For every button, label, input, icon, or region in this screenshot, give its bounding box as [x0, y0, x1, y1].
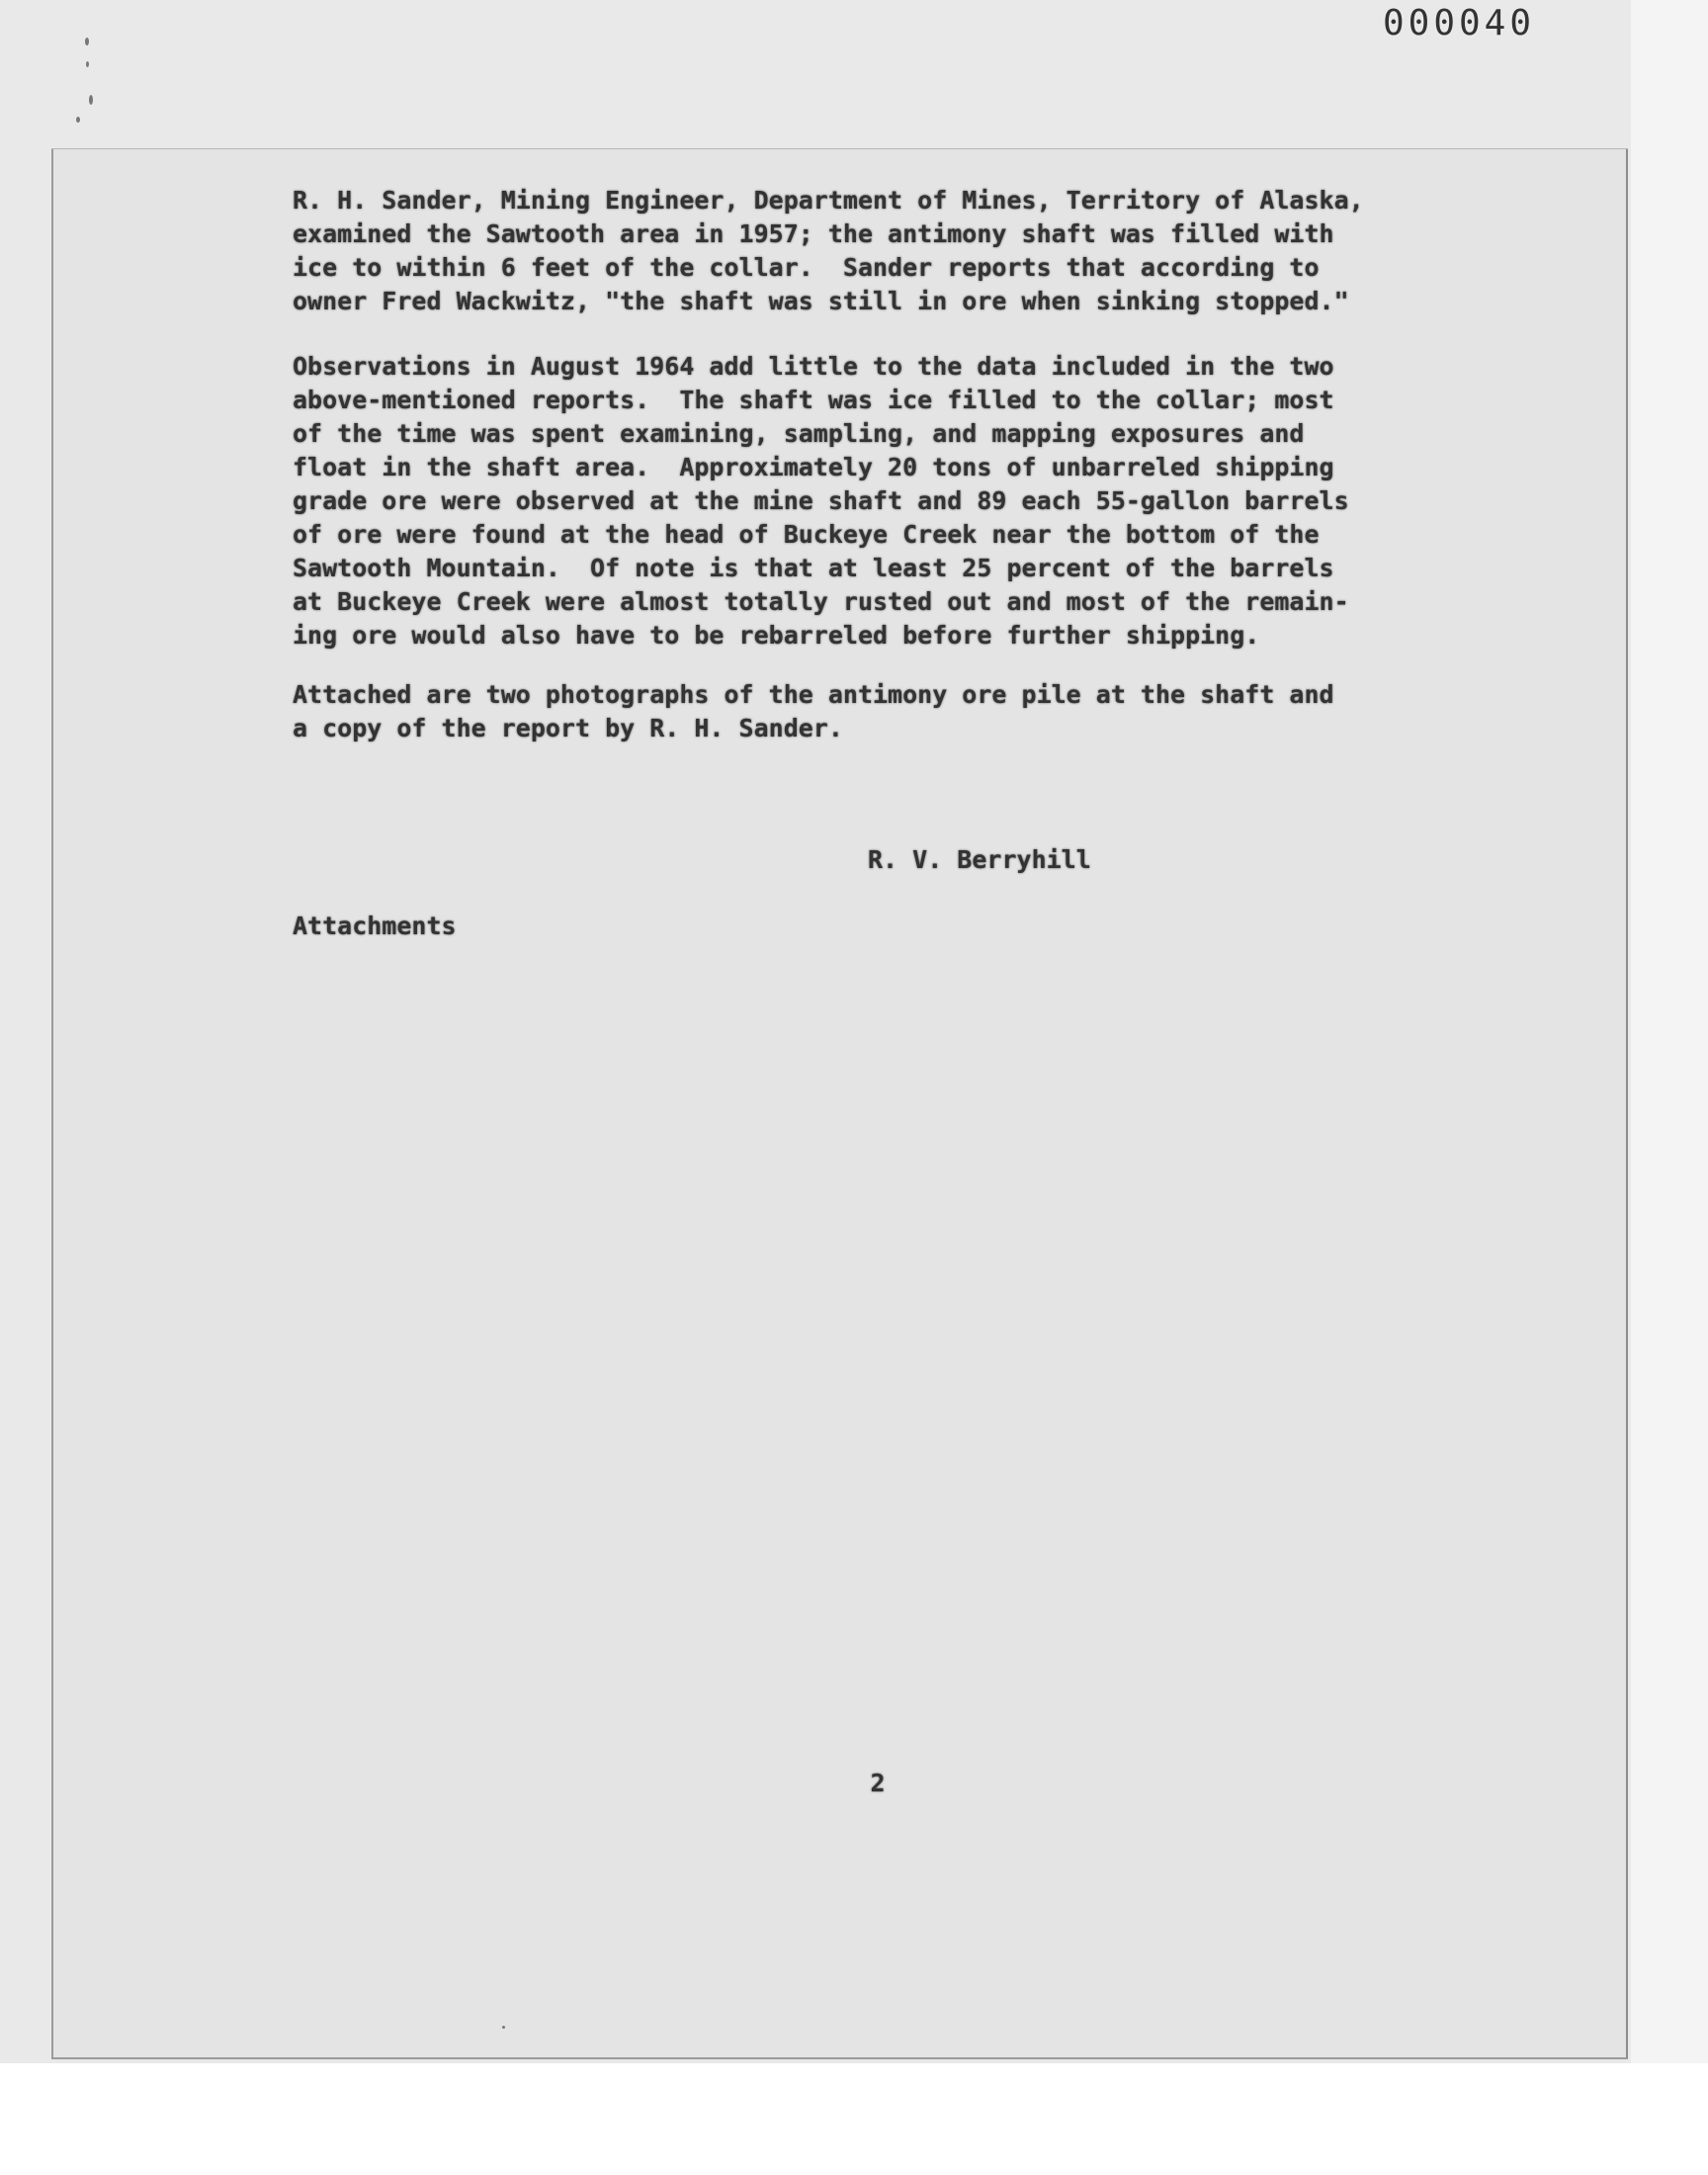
text-line: at Buckeye Creek were almost totally rusted out and most of the remain-	[293, 587, 1349, 616]
text-line: ing ore would also have to be rebarreled before further shipping.	[293, 621, 1260, 650]
text-line: owner Fred Wackwitz, "the shaft was still in ore when sinking stopped."	[293, 287, 1349, 315]
page-top-edge	[51, 148, 1628, 149]
text-line: of ore were found at the head of Buckeye Creek near the bottom of the	[293, 520, 1320, 549]
text-line: Sawtooth Mountain. Of note is that at least 25 percent of the barrels	[293, 554, 1334, 582]
text-line: Observations in August 1964 add little to the data included in the two	[293, 352, 1334, 381]
document-number: 000040	[1382, 3, 1536, 44]
text-line: above-mentioned reports. The shaft was ice filled to the collar; most	[293, 386, 1334, 414]
scan-right-margin	[1631, 0, 1708, 2063]
text-line: R. H. Sander, Mining Engineer, Department of Mines, Territory of Alaska,	[293, 186, 1364, 215]
scan-speck	[89, 95, 93, 105]
scan-speck	[86, 61, 89, 67]
text-line: float in the shaft area. Approximately 20 tons of unbarreled shipping	[293, 453, 1334, 481]
signature: R. V. Berryhill	[868, 845, 1091, 874]
paragraph-sander	[293, 184, 1479, 318]
text-line: examined the Sawtooth area in 1957; the antimony shaft was filled with	[293, 219, 1334, 248]
paragraph-observations	[293, 350, 1479, 652]
text-line: of the time was spent examining, sampling, and mapping exposures and	[293, 419, 1305, 448]
scan-speck	[502, 2026, 505, 2029]
text-line: grade ore were observed at the mine shaft and 89 each 55-gallon barrels	[293, 486, 1349, 515]
scan-speck	[76, 117, 80, 123]
paragraph-attached	[293, 678, 1479, 745]
scan-speck	[85, 38, 89, 45]
attachments-label: Attachments	[293, 912, 457, 940]
text-line: Attached are two photographs of the antimony ore pile at the shaft and	[293, 680, 1334, 709]
page-number: 2	[870, 1769, 886, 1797]
text-line: ice to within 6 feet of the collar. Sander reports that according to	[293, 253, 1320, 282]
text-line: a copy of the report by R. H. Sander.	[293, 714, 843, 742]
